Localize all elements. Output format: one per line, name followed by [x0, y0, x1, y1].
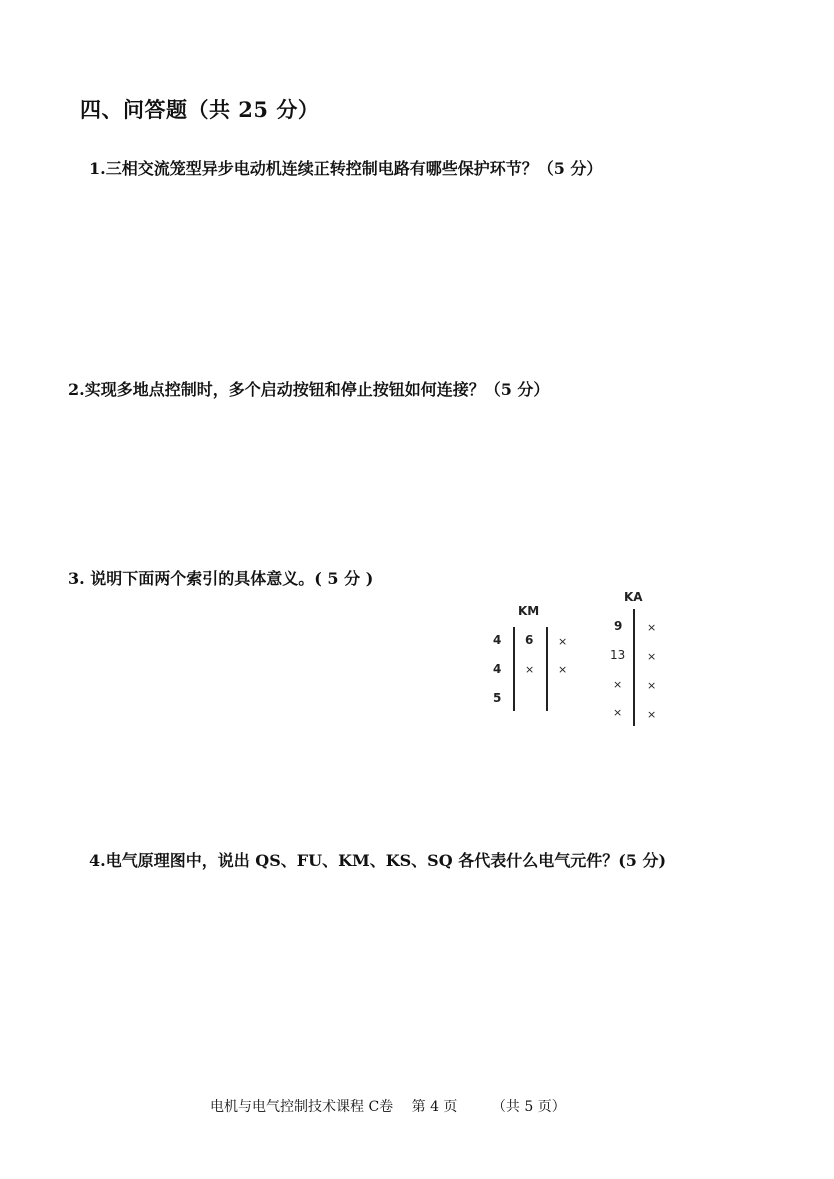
ka-row3-col2: × — [647, 679, 657, 692]
ka-row4-col1: × — [613, 706, 623, 719]
km-divider-2 — [546, 627, 548, 711]
ka-row1-col1: 9 — [614, 619, 623, 633]
km-row1-col1: 4 — [493, 633, 502, 647]
footer-total: （共 5 页） — [491, 1099, 566, 1115]
km-row2-col3: × — [558, 663, 568, 676]
ka-row2-col1: 13 — [610, 648, 626, 662]
question-3: 3. 说明下面两个索引的具体意义。( 5 分 ) — [68, 569, 374, 588]
question-1: 1.三相交流笼型异步电动机连续正转控制电路有哪些保护环节？（5 分） — [89, 159, 603, 178]
km-divider-1 — [513, 627, 515, 711]
footer-page: 第 4 页 — [411, 1099, 458, 1115]
question-4: 4.电气原理图中，说出 QS、FU、KM、KS、SQ 各代表什么电气元件？(5 分) — [89, 851, 667, 870]
km-row1-col2: 6 — [525, 633, 534, 647]
footer-course: 电机与电气控制技术课程 C卷 — [210, 1099, 394, 1115]
km-row2-col1: 4 — [493, 662, 502, 676]
ka-row2-col2: × — [647, 650, 657, 663]
ka-divider — [633, 609, 635, 726]
km-row2-col2: × — [525, 663, 535, 676]
question-2: 2.实现多地点控制时，多个启动按钮和停止按钮如何连接？（5 分） — [68, 380, 550, 399]
km-row3-col1: 5 — [493, 691, 502, 705]
ka-row3-col1: × — [613, 678, 623, 691]
ka-row4-col2: × — [647, 708, 657, 721]
ka-label: KA — [624, 590, 643, 604]
km-row1-col3: × — [558, 635, 568, 648]
ka-row1-col2: × — [647, 621, 657, 634]
km-label: KM — [518, 604, 540, 618]
section-title: 四、问答题（共 25 分） — [80, 97, 320, 122]
page-footer — [210, 1096, 580, 1116]
